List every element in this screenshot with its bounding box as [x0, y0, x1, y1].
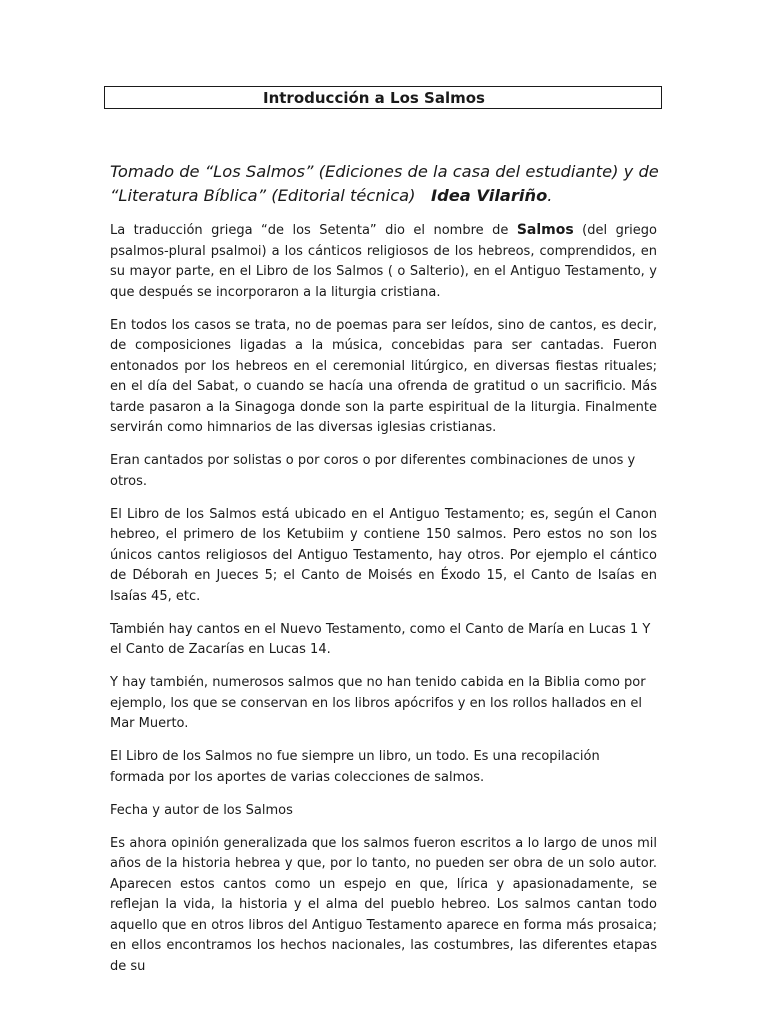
- paragraph-4: El Libro de los Salmos está ubicado en el Antiguo Testamento; es, según el Canon hebreo, el primero de los Ketubiim y contiene 150 salmos. Pero estos no son los únicos cantos religiosos del Antiguo Testamento, hay otros. Por ejemplo el cántico de Déborah en Jueces 5; el Canto de Moisés en Éxodo 15, el Canto de Isaías en Isaías 45, etc.: [110, 506, 657, 604]
- paragraph-1: [110, 220, 657, 303]
- paragraph-1-before: La traducción griega “de los Setenta” dio el nombre de: [110, 223, 517, 238]
- document-body: [110, 220, 657, 990]
- source-period: .: [547, 186, 553, 205]
- source-line-1: Tomado de “Los Salmos” (Ediciones de la casa del estudiante) y de: [110, 162, 659, 181]
- paragraph-5: También hay cantos en el Nuevo Testamento, como el Canto de María en Lucas 1 Y el Canto de Zacarías en Lucas 14.: [110, 621, 651, 657]
- source-author: Idea Vilariño: [431, 186, 548, 205]
- paragraph-7: El Libro de los Salmos no fue siempre un libro, un todo. Es una recopilación formada por los aportes de varias colecciones de salmos.: [110, 749, 600, 785]
- section-heading: Fecha y autor de los Salmos: [110, 802, 293, 818]
- page-title: Introducción a Los Salmos: [263, 89, 485, 107]
- paragraph-8: Es ahora opinión generalizada que los salmos fueron escritos a lo largo de unos mil años de la historia hebrea y que, por lo tanto, no pueden ser obra de un solo autor. Aparecen estos cantos como un espejo en que, lírica y apasionadamente, se reflejan la vida, la historia y el alma del pueblo hebreo. Los salmos cantan todo aquello que en otros libros del Antiguo Testamento aparece en forma más prosaica; en ellos encontramos los hechos nacionales, las costumbres, las diferentes etapas de su: [110, 835, 657, 974]
- paragraph-3: Eran cantados por solistas o por coros o por diferentes combinaciones de unos y otros.: [110, 453, 636, 489]
- paragraph-6: Y hay también, numerosos salmos que no han tenido cabida en la Biblia como por ejemplo, los que se conservan en los libros apócrifos y en los rollos hallados en el Mar Muerto.: [110, 675, 646, 731]
- keyword-salmos: Salmos: [516, 222, 574, 238]
- paragraph-1-after: (del griego psalmos-plural psalmoi) a los cánticos religiosos de los hebreos, comprendidos, en su mayor parte, en el Libro de los Salmos ( o Salterio), en el Antiguo Testamento, y que después se incorporaron a la liturgia cristiana.: [110, 223, 657, 300]
- title-box: [104, 86, 662, 109]
- source-line-2: “Literatura Bíblica” (Editorial técnica): [110, 186, 416, 205]
- source-citation: [110, 160, 670, 208]
- paragraph-2: En todos los casos se trata, no de poemas para ser leídos, sino de cantos, es decir, de composiciones ligadas a la música, concebidas para ser cantadas. Fueron entonados por los hebreos en el ceremonial litúrgico, en diversas fiestas rituales; en el día del Sabat, o cuando se hacía una ofrenda de gratitud o un sacrificio. Más tarde pasaron a la Sinagoga donde son la parte espiritual de la liturgia. Finalmente servirán como himnarios de las diversas iglesias cristianas.: [110, 317, 657, 435]
